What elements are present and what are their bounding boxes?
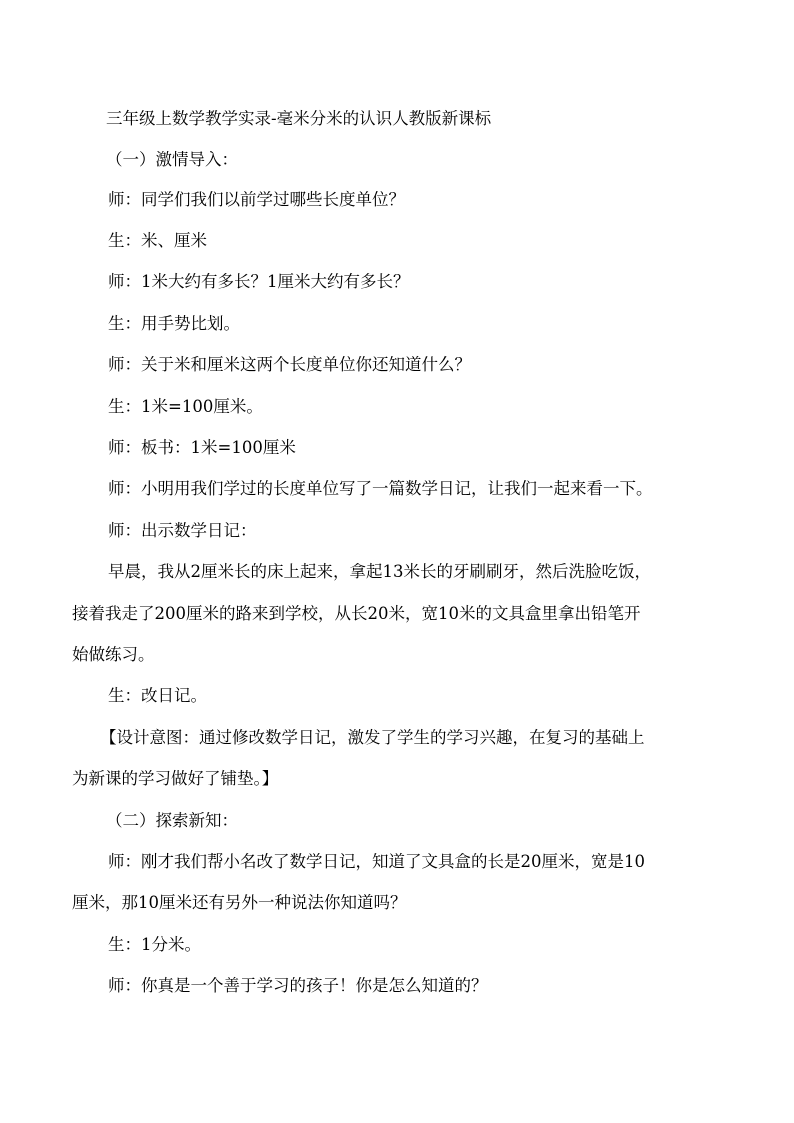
paragraph: 厘米，那10厘米还有另外一种说法你知道吗？ [72,893,407,912]
paragraph: 生：1分米。 [108,935,201,954]
paragraph: 师：同学们我们以前学过哪些长度单位？ [108,190,405,209]
paragraph: 师：小明用我们学过的长度单位写了一篇数学日记，让我们一起来看一下。 [108,479,653,498]
paragraph: 师：1米大约有多长？1厘米大约有多长？ [108,272,410,291]
document-title: 三年级上数学教学实录-毫米分米的认识人教版新课标 [106,109,492,128]
paragraph: 师：关于米和厘米这两个长度单位你还知道什么？ [108,355,471,374]
diary-line: 接着我走了200厘米的路来到学校，从长20米，宽10米的文具盒里拿出铅笔开 [72,604,641,623]
design-intent-line: 【设计意图：通过修改数学日记，激发了学生的学习兴趣，在复习的基础上 [100,728,645,747]
section-heading-intro: （一）激情导入： [106,150,238,169]
diary-line: 早晨，我从2厘米长的床上起来，拿起13米长的牙刷刷牙，然后洗脸吃饭， [108,562,651,581]
paragraph: 师：出示数学日记： [108,521,257,540]
design-intent-line: 为新课的学习做好了铺垫。】 [72,769,279,788]
paragraph: 生：1米=100厘米。 [108,397,263,416]
paragraph: 生：改日记。 [108,686,207,705]
paragraph: 师：板书：1米=100厘米 [108,438,296,457]
paragraph: 生：用手势比划。 [108,314,240,333]
diary-line: 始做练习。 [72,645,155,664]
paragraph: 师：你真是一个善于学习的孩子！你是怎么知道的？ [108,976,488,995]
section-heading-explore: （二）探索新知： [106,811,238,830]
paragraph: 师：刚才我们帮小名改了数学日记，知道了文具盒的长是20厘米，宽是10 [108,852,645,871]
paragraph: 生：米、厘米 [108,231,207,250]
